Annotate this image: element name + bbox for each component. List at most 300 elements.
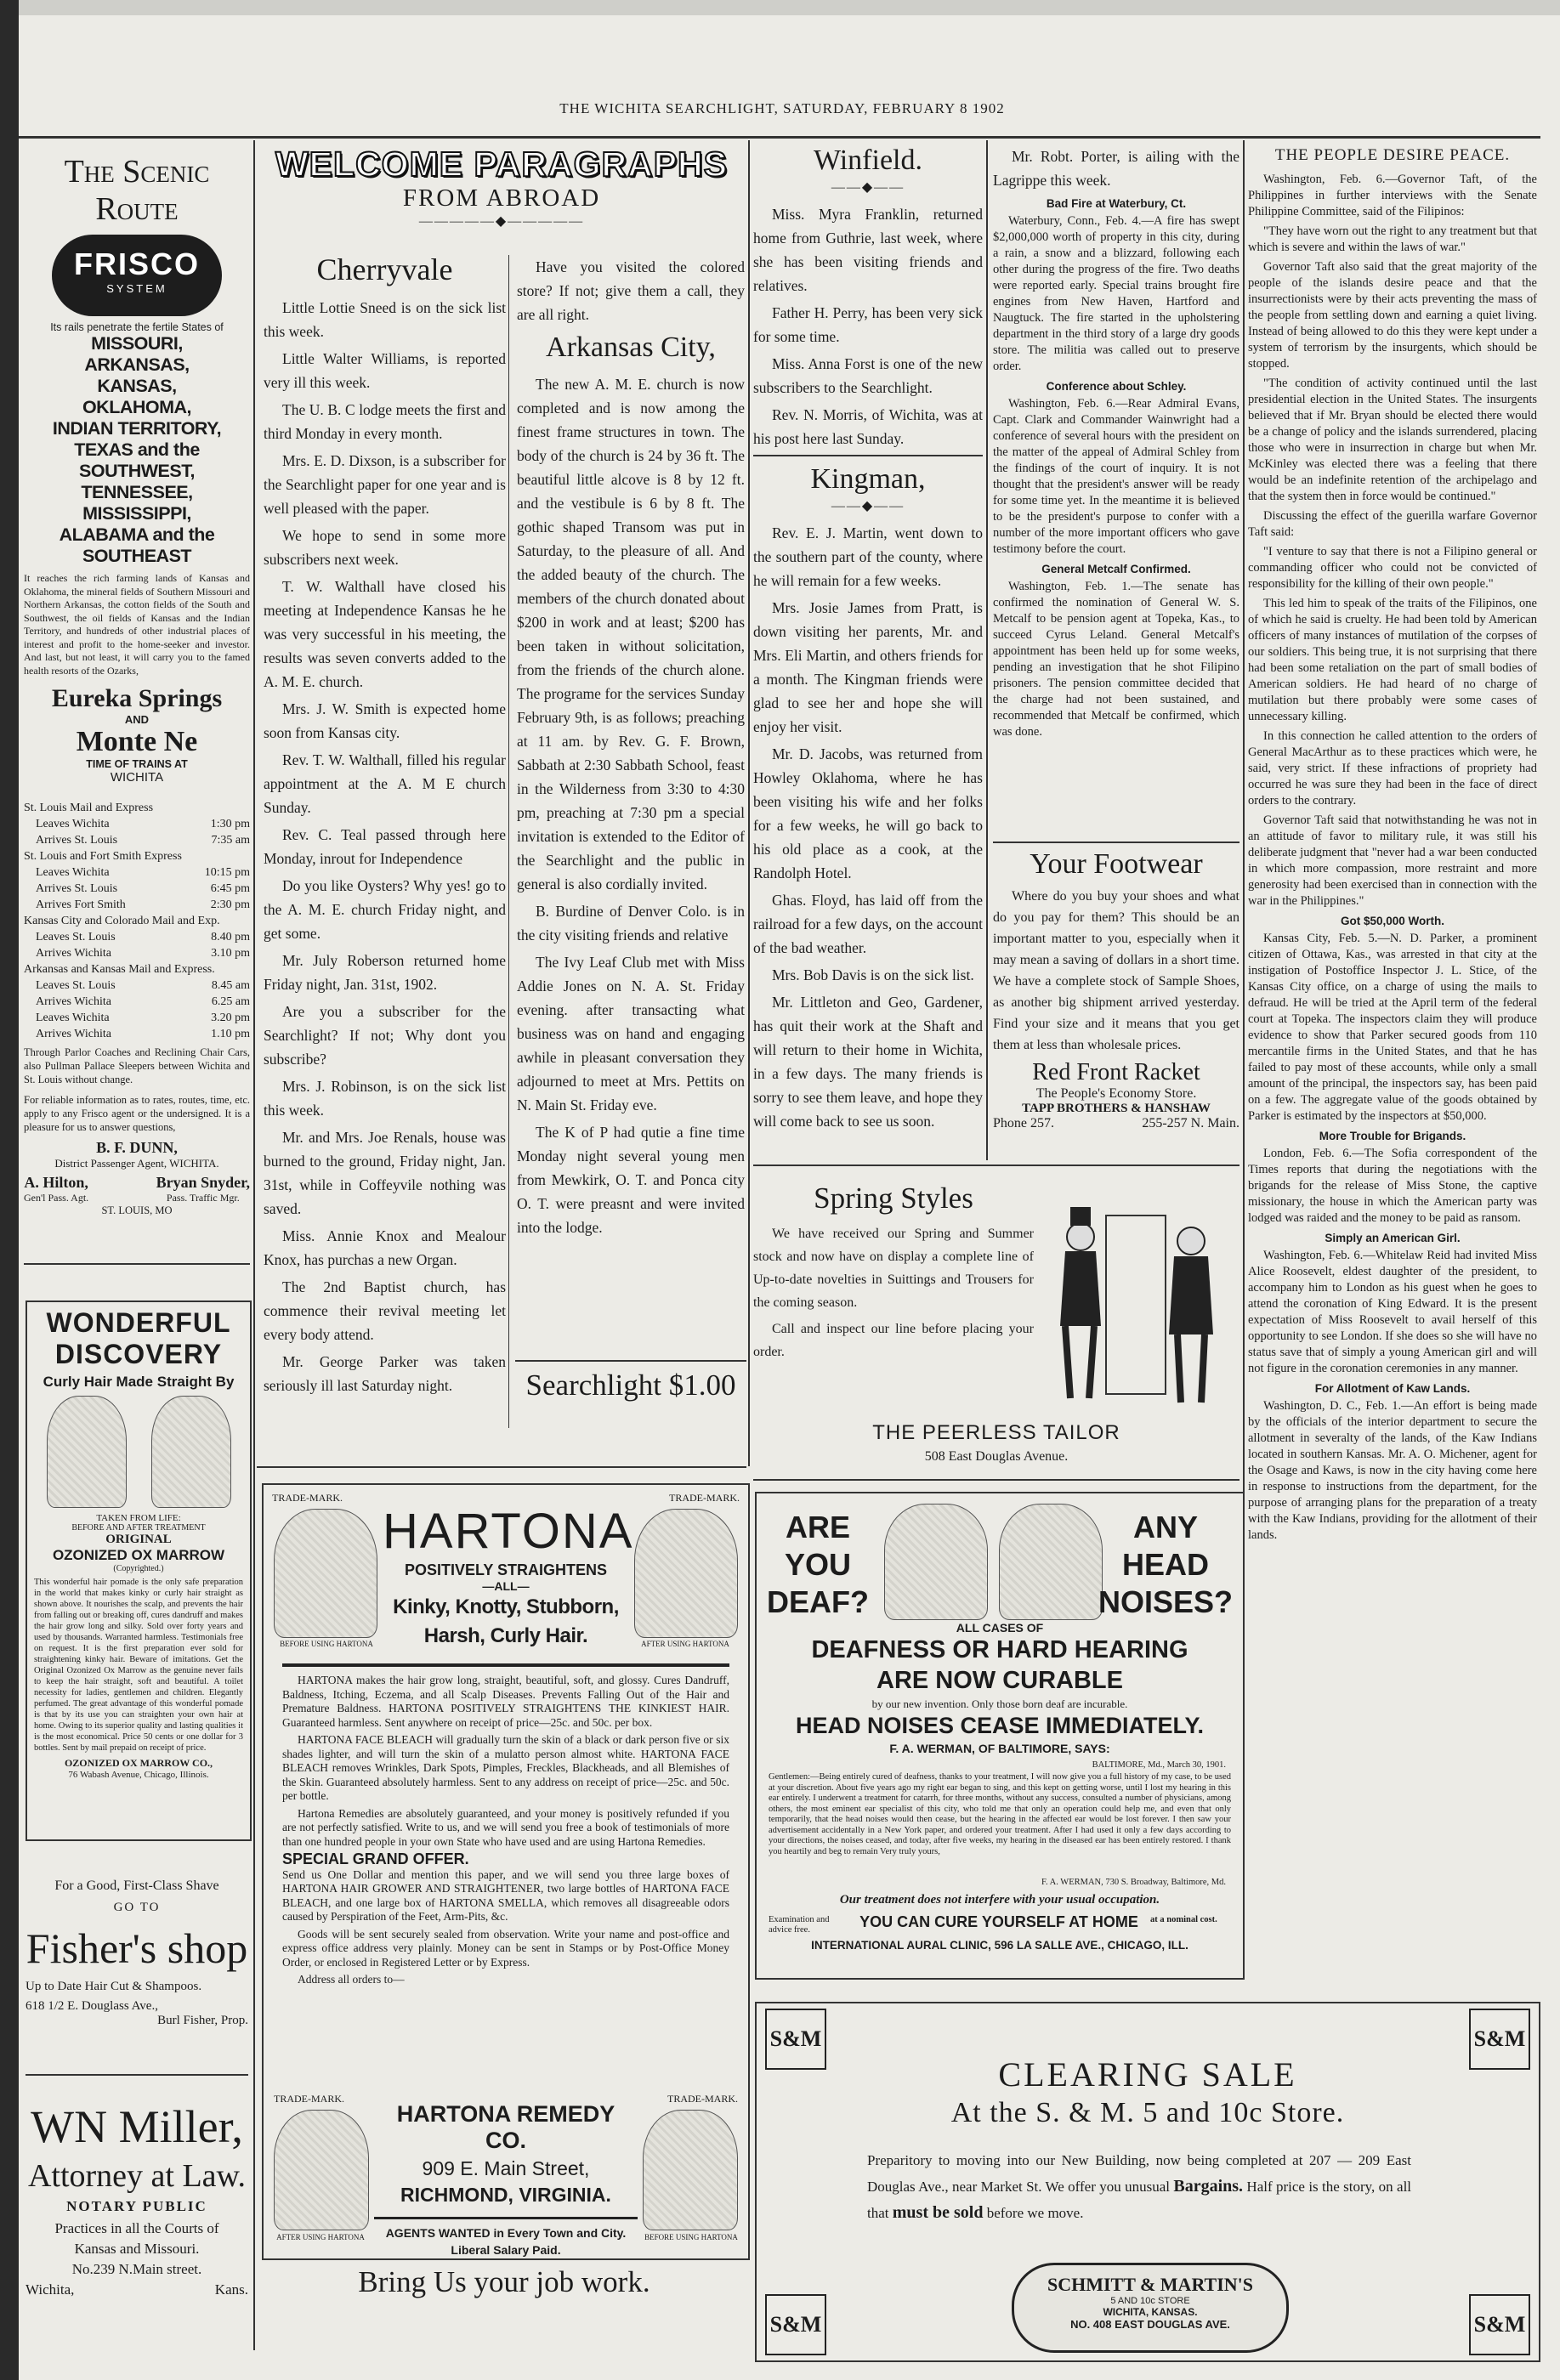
miller-city-line	[26, 2281, 248, 2298]
miller-address: No.239 N.Main street.	[71, 2261, 202, 2277]
clearing-sale-ad	[755, 2002, 1540, 2362]
cherryvale-heading: Cherryvale	[316, 252, 453, 286]
deaf-any: ANY	[1132, 1510, 1198, 1544]
fire-item: Waterbury, Conn., Feb. 4.—A fire has swept $2,000,000 worth of property in this city, during a rain, a snow and a blizzard, following each other during the progress of the fire. Two deaths were reported early. Special trains brought fire engines from New Haven, Hartford and Naugtuck. The fire started in the upholstering department in the third story of a large dry goods store. The militia was called out to preserve order.	[993, 214, 1239, 373]
news-paragraph: Mr. and Mrs. Joe Renals, house was burned to the ground, Friday night, Jan. 31st, while in Coffeyvile nothing was saved.	[264, 1129, 506, 1217]
hartona-trademark-bottom-right: TRADE-MARK.	[667, 2093, 738, 2105]
news-paragraph: Mrs. E. D. Dixson, is a subscriber for the Searchlight paper for one year and is well pleased with the paper.	[264, 452, 506, 517]
deaf-you: YOU	[784, 1547, 851, 1582]
miller-notary: NOTARY PUBLIC	[66, 2198, 207, 2214]
frisco-schedule	[24, 800, 250, 1042]
deaf-signature: F. A. WERMAN, 730 S. Broadway, Baltimore, Md.	[1041, 1878, 1226, 1887]
schedule-row	[24, 978, 250, 994]
porter-item: Mr. Robt. Porter, is ailing with the Lagrippe this week.	[993, 148, 1239, 189]
frisco-city: WICHITA	[110, 770, 164, 785]
news-paragraph: Mr. July Roberson returned home Friday night, Jan. 31st, 1902.	[264, 952, 506, 993]
news-paragraph: Are you a subscriber for the Searchlight? If not; Why dont you subscribe?	[264, 1003, 506, 1068]
schedule-label: Kansas City and Colorado Mail and Exp.	[24, 915, 220, 927]
frisco-time-of-trains: TIME OF TRAINS AT	[86, 758, 188, 770]
news-paragraph: T. W. Walthall have closed his meeting at Independence Kansas he he was very successful in his meeting, the results was seven converts added to the A. M. E. church.	[264, 578, 506, 690]
news-paragraph: The K of P had qutie a fine time Monday night several young men from Mewkirk, O. T. and Ponca city O. T. were preasnt and were invited into the lodge.	[517, 1124, 745, 1236]
tailor-figures-icon	[1047, 1198, 1225, 1411]
brigands-item: London, Feb. 6.—The Sofia correspondent of the Times reports that during the negotiations with the brigands for the release of Miss Stone, the captive missionary, the house in which the American party was lodged was raided and the money to be paid as ransom.	[1248, 1147, 1537, 1225]
hartona-city: RICHMOND, VIRGINIA.	[400, 2184, 611, 2206]
schmitt-martin-logo	[1012, 2263, 1289, 2353]
hartona-trademark-right: TRADE-MARK.	[669, 1492, 740, 1504]
tailor-illustration	[1047, 1198, 1225, 1411]
before-portrait-illustration	[47, 1396, 127, 1508]
deaf-werman: F. A. WERMAN, OF BALTIMORE, SAYS:	[889, 1742, 1110, 1755]
schedule-row	[24, 913, 250, 929]
schedule-row	[24, 832, 250, 848]
news-paragraph: Mr. Littleton and Geo, Gardener, has quit their work at the Shaft and will return to their home in Wichita, in a few days. The many friends is sorry to see them leave, and hope they will come back to see us soon.	[753, 994, 983, 1130]
news-paragraph: Governor Taft said that notwithstanding he was not in an attitude of favor to military rule, it was still his deliberate judgment that "never had a war been conducted in which more compassion, more restraint and more generosity had been exercised than in connection with the war in the Philippines."	[1248, 813, 1537, 908]
clearing-body3: before we move.	[986, 2205, 1084, 2221]
ornament-divider: —————◆—————	[418, 214, 585, 229]
wonderful-before-after: BEFORE AND AFTER TREATMENT	[71, 1523, 206, 1533]
frisco-state: ALABAMA and the	[59, 524, 215, 545]
news-paragraph: Discussing the effect of the guerilla warfare Governor Taft said:	[1248, 509, 1537, 539]
schedule-label: Arrives St. Louis	[36, 834, 118, 847]
frisco-body: It reaches the rich farming lands of Kansas and Oklahoma, the mineral fields of Southern Missouri and Northern Arkansas, the cotton fields of the South and Southwest, the oil fields of Kansas and the Indian Territory, and hundreds of other industrial places of interest and profit to the home-seeker and investor. And last, but not least, it will carry you to the famed health resorts of the Ozarks,	[24, 572, 250, 677]
frisco-state: OKLAHOMA,	[82, 397, 192, 417]
welcome-subtitle: FROM ABROAD	[402, 184, 601, 212]
frisco-state: SOUTHWEST,	[79, 461, 195, 481]
news-paragraph: Do you like Oysters? Why yes! go to the A. M. E. church Friday night, and get some.	[264, 877, 506, 942]
frisco-state: MISSISSIPPI,	[82, 503, 191, 524]
hartona-title-block	[383, 1502, 634, 1651]
hartona-offer-head: SPECIAL GRAND OFFER.	[282, 1850, 469, 1867]
hartona-after-illustration	[634, 1509, 738, 1638]
column-rule	[748, 140, 750, 1466]
news-paragraph: Rev. T. W. Walthall, filled his regular appointment at the A. M E church Sunday.	[264, 751, 506, 816]
schedule-time: 6.25 am	[211, 995, 250, 1008]
schedule-label: Leaves Wichita	[36, 866, 110, 879]
schedule-label: Leaves Wichita	[36, 818, 110, 830]
schedule-time: 3.10 pm	[211, 947, 250, 960]
schedule-label: St. Louis Mail and Express	[24, 802, 154, 814]
fisher-line1: For a Good, First-Class Shave	[54, 1878, 219, 1893]
spring-body: We have received our Spring and Summer stock and now have on display a complete line of Up-to-date novelties in Suittings and Trousers for the coming season.	[753, 1227, 1034, 1310]
schedule-row	[24, 945, 250, 961]
news-paragraph: B. Burdine of Denver Colo. is in the city visiting friends and relative	[517, 903, 745, 944]
peace-column	[1248, 146, 1537, 1974]
frisco-state: SOUTHEAST	[82, 546, 192, 566]
welcome-header	[257, 144, 746, 238]
footwear-ad	[993, 848, 1239, 1154]
schedule-label: Leaves Wichita	[36, 1012, 110, 1024]
frisco-info: For reliable information as to rates, routes, time, etc. apply to any Frisco agent or the undersigned. It is a pleasure for us to answer questions,	[24, 1094, 250, 1133]
footwear-body: Where do you buy your shoes and what do you pay for them? This should be an important matter to you, especially when it may mean a saving of dollars in a short time. We have a complete stock of Sample Shoes, as another big shipment arrived yesterday. Find your size and it means that you get them at less than wholesale prices.	[993, 889, 1239, 1052]
frisco-eureka: Eureka Springs	[51, 684, 223, 712]
deaf-nominal: at a nominal cost.	[1150, 1915, 1217, 1924]
frisco-agent-title: District Passenger Agent, WICHITA.	[54, 1157, 219, 1170]
frisco-state: KANSAS,	[97, 376, 177, 396]
schedule-row	[24, 848, 250, 864]
frisco-logo-top: FRISCO	[73, 246, 200, 281]
hartona-offer: Send us One Dollar and mention this paper, and we will send you three large boxes of HARTONA HAIR GROWER AND STRAIGHTENER, two large bottles of HARTONA FACE BLEACH, and one large box of HARTONA SMELLA, which removes all disagreeable odors caused by Perspiration of the Feet, Arm-Pits, &c.	[282, 1867, 729, 1923]
wonderful-taken: TAKEN FROM LIFE:	[96, 1513, 181, 1523]
frisco-state: TEXAS and the	[74, 439, 200, 460]
deaf-man-illustration	[884, 1504, 988, 1620]
hartona-body2: HARTONA FACE BLEACH will gradually turn the skin of a black or dark person five or six shades lighter, and will turn the skin of a mulatto person almost white. HARTONA FACE BLEACH removes Wrinkles, Dark Spots, Pimples, Freckles, Blackheads, and all Blemishes of the Skin. Guaranteed absolutely harmless. Sent to any address on receipt of price—25c. and 50c. per bottle.	[282, 1733, 729, 1802]
frisco-left-title: Gen'l Pass. Agt.	[24, 1192, 89, 1204]
miller-state: Kans.	[214, 2281, 248, 2298]
girl-item: Washington, Feb. 6.—Whitelaw Reid had invited Miss Alice Roosevelt, eldest daughter of the president, to accompany him to London as his guest when he goes to attend the coronation of King Edward. It is the present expectation of Miss Roosevelt to avail herself of this opportunity to see London. If she does so she will have no status save that of simply a young American girl and will not figure in the coronation ceremonies in any manner.	[1248, 1249, 1537, 1375]
peace-items	[1248, 172, 1537, 910]
frisco-agent-name: B. F. DUNN,	[96, 1139, 178, 1156]
arkansas-column	[517, 255, 745, 1428]
schley-headline: Conference about Schley.	[1046, 380, 1187, 393]
schedule-time: 1:30 pm	[210, 818, 250, 830]
footwear-contact	[993, 1116, 1239, 1131]
schedule-label: Arrives Wichita	[36, 947, 111, 960]
masthead-rule	[19, 136, 1540, 139]
schedule-row	[24, 929, 250, 945]
frisco-left-name: A. Hilton,	[24, 1174, 88, 1191]
schedule-time: 2:30 pm	[210, 898, 250, 911]
schedule-time: 3.20 pm	[211, 1012, 250, 1024]
deaf-cease: HEAD NOISES CEASE IMMEDIATELY.	[795, 1713, 1205, 1738]
spring-text	[753, 1182, 1034, 1367]
deaf-deaf: DEAF?	[767, 1584, 869, 1619]
frisco-footer-city: ST. LOUIS, MO	[101, 1204, 173, 1216]
deaf-all-cases: ALL CASES OF	[956, 1621, 1044, 1635]
schedule-row	[24, 800, 250, 816]
news-column	[993, 144, 1239, 842]
footwear-address: 255-257 N. Main.	[1142, 1116, 1239, 1130]
frisco-monte: Monte Ne	[76, 726, 198, 757]
schedule-row	[24, 994, 250, 1010]
frisco-state: MISSOURI,	[91, 333, 183, 354]
deaf-noises: NOISES?	[1098, 1584, 1233, 1619]
clearing-must-be-sold: must be sold	[892, 2203, 984, 2222]
section-rule	[993, 842, 1239, 843]
frisco-advertisement	[24, 153, 250, 1250]
hartona-after-caption-2: AFTER USING HARTONA	[276, 2233, 365, 2241]
footwear-heading: Your Footwear	[1030, 848, 1203, 880]
arkansas-heading: Arkansas City,	[546, 332, 716, 363]
schedule-label: Leaves St. Louis	[36, 931, 116, 944]
frisco-states-list	[24, 333, 250, 567]
frisco-right-name: Bryan Snyder,	[156, 1174, 250, 1191]
kaw-item: Washington, D. C., Feb. 1.—An effort is being made by the officials of the interior department to secure the allotment in severalty of the lands, of the Kaw Indians located in southern Kansas. Mr. A. O. Michener, agent for the Osage and Kaws, is now in the city having come here in response to instructions from the department, for the purpose of arranging plans for the preparation of a treaty with the Kaw Indians, providing for the allotment of their lands.	[1248, 1399, 1537, 1542]
hartona-body	[282, 1670, 729, 1989]
section-rule	[26, 2074, 248, 2076]
girl-headline: Simply an American Girl.	[1325, 1232, 1461, 1244]
masthead: THE WICHITA SEARCHLIGHT, SATURDAY, FEBRUARY 8 1902	[559, 100, 1005, 116]
deaf-letter: Gentlemen:—Being entirely cured of deafness, thanks to your treatment, I will now give you a full history of my case, to be used at your discretion. About five years ago my right ear began to sing, and this kept on getting worse, until I lost my hearing in this ear entirely. I underwent a treatment for catarrh, for three months, without any success, consulted a number of physicians, among others, the most eminent ear specialist of this city, who told me that only an operation could help me, and even that only temporarily, that the head noises would then cease, but the hearing in the affected ear would be lost forever. I then saw your advertisement accidentally in a New York paper, and ordered your treatment. After I had used it only a few days according to your directions, the noises ceased, and today, after five weeks, my hearing in the diseased ear has been entirely restored. I thank you heartily and beg to remain Very truly yours,	[769, 1772, 1231, 1856]
searchlight-ad	[515, 1368, 746, 1420]
schedule-row	[24, 897, 250, 913]
welcome-title: WELCOME PARAGRAPHS	[275, 144, 729, 184]
fisher-owner: Burl Fisher, Prop.	[157, 2014, 248, 2027]
frisco-and: AND	[124, 713, 150, 726]
hartona-body1: HARTONA makes the hair grow long, straight, beautiful, soft, and glossy. Cures Dandruff, Baldness, Itching, Eczema, and all Scalp Diseases. Prevents Falling Out of the Hair and Premature Baldness. HARTONA POSITIVELY STRAIGHTENS THE KINKIEST HAIR. Guaranteed harmless. Sent anywhere on receipt of price—25c. and 50c. per box.	[282, 1674, 729, 1729]
kingman-items	[753, 521, 983, 1133]
hartona-body3: Hartona Remedies are absolutely guaranteed, and your money is positively refunded if you are not perfectly satisfied. Write to us, and we will send you free a book of testimonials of more than one hundred people in your own State who have used and are using Hartona Remedies.	[282, 1806, 729, 1848]
news-paragraph: The new A. M. E. church is now completed and is now among the finest frame structures in town. The body of the church is 24 by 36 ft. The beautiful little alcove is 8 by 12 ft. and the vestibule is 6 by 8 ft. The gothic shaped Transom was put in Saturday, to the pleasure of all. And the added beauty of the church. The members of the church donated about $200 in work and at least; $200 has been taken in without solicitation, from the friends of the church alone. The programe for the services Sunday February 9th, is as follows; preaching at 11 am. by Rev. G. F. Brown, Sabbath at 2:30 Sabbath School, feast in the Wilderness from 3:30 to 4:30 pm, preaching at 7:30 pm a special invitation is extended to the Editor of the Searchlight and the public in general is also cordially invited.	[517, 376, 745, 892]
winfield-column	[753, 144, 983, 450]
frisco-officials	[24, 1174, 250, 1204]
deaf-letter-date: BALTIMORE, Md., March 30, 1901.	[1092, 1760, 1226, 1770]
hartona-company-block	[374, 2101, 638, 2258]
news-paragraph: Father H. Perry, has been very sick for some time.	[753, 304, 983, 345]
job-work-text: Bring Us your job work.	[358, 2265, 650, 2298]
fisher-name: Fisher's shop	[26, 1924, 248, 1972]
section-rule	[753, 1164, 1239, 1166]
frisco-right-title: Pass. Traffic Mgr.	[166, 1192, 240, 1204]
column-rule	[508, 255, 509, 1428]
news-paragraph: Mr. George Parker was taken seriously ill last Saturday night.	[264, 1353, 506, 1394]
ornament-divider: ——◆——	[831, 499, 905, 513]
news-paragraph: "The condition of activity continued until the last presidential election in the United States. The insurgents believed that if Mr. Bryan should be elected there would be a change of policy and the islands surrendered, placing those who were in insurrection in charge but when Mr. McKinley was elected there was a feeling that there would be an indefinite retention of the archipelago and that the system then in force would be continued."	[1248, 377, 1537, 503]
news-paragraph: Miss. Annie Knox and Mealour Knox, has purchas a new Organ.	[264, 1227, 506, 1268]
monogram-top-right: S&M	[1469, 2009, 1530, 2070]
hartona-rule	[282, 1663, 729, 1667]
parker-headline: Got $50,000 Worth.	[1340, 915, 1445, 927]
hartona-trademark-bottom-left: TRADE-MARK.	[274, 2093, 344, 2105]
deaf-deafness: DEAFNESS OR HARD HEARING	[811, 1636, 1188, 1663]
hartona-tagline: POSITIVELY STRAIGHTENS	[404, 1561, 608, 1578]
news-paragraph: Mrs. J. Robinson, is on the sick list this week.	[264, 1078, 506, 1119]
clearing-heading: CLEARING SALE	[998, 2055, 1297, 2094]
column-rule	[253, 140, 255, 2350]
column-rule	[986, 140, 988, 1160]
schedule-label: Arrives Fort Smith	[36, 898, 126, 911]
wonderful-tagline: Curly Hair Made Straight By	[43, 1374, 235, 1390]
news-paragraph: Little Walter Williams, is reported very ill this week.	[264, 350, 506, 391]
fisher-shop-ad	[26, 1878, 248, 2057]
kingman-column	[753, 463, 983, 1160]
arkansas-intro: Have you visited the colored store? If not; give them a call, they are all right.	[517, 258, 745, 323]
schedule-time: 1.10 pm	[211, 1028, 250, 1040]
clearing-body	[867, 2148, 1411, 2226]
deaf-cure-home: YOU CAN CURE YOURSELF AT HOME	[859, 1913, 1138, 1930]
news-paragraph: Governor Taft also said that the great majority of the people of the islands desire peace and that the insurrectionists were by their acts preventing the mass of the people from settling down and earning a quiet living. Instead of being allowed to do this they were kept under a system of terrorism by the insurgents, which should be stopped.	[1248, 260, 1537, 371]
spring-tailor: THE PEERLESS TAILOR	[872, 1421, 1120, 1444]
frisco-state: ARKANSAS,	[84, 354, 190, 375]
clearing-sub: 5 AND 10c STORE	[1110, 2296, 1190, 2306]
hartona-after-illustration-2	[274, 2110, 369, 2230]
news-paragraph: Rev. E. J. Martin, went down to the southern part of the county, where he will remain for a few weeks.	[753, 524, 983, 589]
deaf-woman-illustration	[999, 1504, 1103, 1620]
brigands-headline: More Trouble for Brigands.	[1319, 1130, 1466, 1142]
deaf-ad	[755, 1492, 1245, 1980]
wonderful-body: This wonderful hair pomade is the only safe preparation in the world that makes kinky or curly hair straight as shown above. It nourishes the scalp, and prevents the hair from falling out or breaking off, cures dandruff and makes the hair grow long and silky. Sold over forty years and used by thousands. Warranted harmless. Testimonials free on request. It is the first preparation ever sold for straightening kinky hair. Beware of imitations. Get the Original Ozonized Ox Marrow as the genuine never fails to keep the hair straight, soft and beautiful. A toilet necessity for ladies, gentlemen and children. Elegantly perfumed. The great advantage of this wonderful pomade is that by its use you can straighten your own hair at home. Owing to its superior quality and lasting qualities it is the most economical. Price 50 cents or one dollar for 3 bottles. Sent by mail prepaid on receipt of price.	[34, 1578, 243, 1753]
metcalf-item: Washington, Feb. 1.—The senate has confirmed the nomination of General W. S. Metcalf to be pension agent at Topeka, Kas., to succeed Cyrus Leland. General Metcalf's appointment has been held up for some weeks, pending an investigation that he shot Filipino prisoners. The pension committee decided that the charge had not been sustained, and recommended that Metcalf be confirmed, which was done.	[993, 580, 1239, 739]
hartona-agents: AGENTS WANTED in Every Town and City. Liberal Salary Paid.	[385, 2226, 627, 2257]
news-paragraph: The 2nd Baptist church, has commence their revival meeting let every body attend.	[264, 1278, 506, 1343]
schedule-time: 10:15 pm	[204, 866, 250, 879]
metcalf-headline: General Metcalf Confirmed.	[1041, 563, 1191, 575]
wonderful-product: OZONIZED OX MARROW	[52, 1547, 225, 1563]
fire-headline: Bad Fire at Waterbury, Ct.	[1046, 197, 1187, 210]
deaf-are: ARE	[785, 1510, 850, 1544]
schedule-row	[24, 961, 250, 978]
cherryvale-column	[264, 246, 506, 1432]
wonderful-discovery-ad	[26, 1300, 252, 1841]
deaf-tagline: Our treatment does not interfere with your usual occupation.	[839, 1893, 1160, 1907]
deaf-head: HEAD	[1121, 1547, 1209, 1582]
schedule-row	[24, 1010, 250, 1026]
schedule-label: Leaves St. Louis	[36, 979, 116, 992]
miller-attorney-ad	[26, 2100, 248, 2363]
schley-item: Washington, Feb. 6.—Rear Admiral Evans, Capt. Clark and Commander Wainwright had a conference of several hours with the president on the matter of the appeal of Admiral Schley from the findings of the court of inquiry. It is not thought that the president's answer will be ready for some time yet. In the meantime it is believed to be the president's purpose to confer with a number of the more important officers who gave testimony before the court.	[993, 397, 1239, 556]
miller-city: Wichita,	[26, 2281, 75, 2298]
scan-border-top	[0, 0, 1560, 15]
kingman-heading: Kingman,	[810, 463, 926, 495]
schedule-label: Arrives Wichita	[36, 1028, 111, 1040]
deaf-right-block	[1098, 1509, 1233, 1621]
news-paragraph: Miss. Myra Franklin, returned home from Guthrie, last week, where she has been visiting friends and relatives.	[753, 206, 983, 294]
news-paragraph: "They have worn out the right to any treatment but that which is severe and within the laws of war."	[1248, 224, 1537, 254]
frisco-logo-bottom: SYSTEM	[106, 282, 167, 295]
news-paragraph: Rev. N. Morris, of Wichita, was at his post here last Sunday.	[753, 406, 983, 447]
wonderful-title1: WONDERFUL	[46, 1307, 231, 1338]
winfield-items	[753, 202, 983, 450]
miller-title: Attorney at Law.	[27, 2158, 247, 2194]
miller-line1: Practices in all the Courts of	[54, 2220, 219, 2236]
news-paragraph: We hope to send in some more subscribers next week.	[264, 527, 506, 568]
section-rule	[753, 1479, 1239, 1481]
monogram-bottom-left: S&M	[765, 2294, 826, 2355]
frisco-official-left	[24, 1174, 88, 1204]
wonderful-copyrighted: (Copyrighted.)	[113, 1564, 164, 1573]
frisco-state: INDIAN TERRITORY,	[52, 418, 222, 439]
footwear-owners: TAPP BROTHERS & HANSHAW	[1022, 1102, 1211, 1115]
spring-address: 508 East Douglas Avenue.	[924, 1449, 1069, 1464]
hartona-before-illustration-2	[643, 2110, 738, 2230]
clearing-owners: SCHMITT & MARTIN'S	[1047, 2274, 1254, 2295]
job-work-ad	[262, 2265, 746, 2316]
news-paragraph: Mrs. J. W. Smith is expected home soon from Kansas city.	[264, 700, 506, 741]
monogram-top-left: S&M	[765, 2009, 826, 2070]
frisco-official-right	[156, 1174, 250, 1204]
frisco-logo	[52, 235, 222, 316]
section-rule	[515, 1360, 746, 1362]
after-portrait-illustration	[151, 1396, 231, 1508]
arkansas-items	[517, 372, 745, 1239]
winfield-heading: Winfield.	[814, 144, 922, 176]
hartona-before-illustration	[274, 1509, 377, 1638]
clearing-address: NO. 408 EAST DOUGLAS AVE.	[1070, 2318, 1230, 2331]
news-paragraph: The U. B. C lodge meets the first and third Monday in every month.	[264, 401, 506, 442]
spring-heading: Spring Styles	[814, 1182, 973, 1215]
ornament-divider: ——◆——	[831, 180, 905, 195]
deaf-invention: by our new invention. Only those born deaf are incurable.	[871, 1697, 1128, 1710]
news-paragraph: This led him to speak of the traits of the Filipinos, one of which he said is cruelty. He had been told by American officers of many instances of mutilation of the corpses of our soldiers. This being true, it is not surprising that there had been some retaliation on the part of small bodies of American soldiers. He had heard of no charge of mutilation but there probably were some cases of unnecessary killing.	[1248, 597, 1537, 723]
schedule-label: Arrives St. Louis	[36, 882, 118, 895]
schedule-row	[24, 1026, 250, 1042]
wonderful-title2: DISCOVERY	[54, 1339, 223, 1369]
frisco-through: Through Parlor Coaches and Reclining Chair Cars, also Pullman Pallace Sleepers between Wichita and St. Louis without change.	[24, 1046, 250, 1085]
miller-name: WN Miller,	[31, 2101, 243, 2152]
wonderful-address1: OZONIZED OX MARROW CO.,	[64, 1757, 213, 1769]
frisco-intro: Its rails penetrate the fertile States of	[50, 321, 224, 333]
schedule-label: Arkansas and Kansas Mail and Express.	[24, 963, 215, 976]
spring-styles-ad	[753, 1182, 1239, 1470]
news-paragraph: Washington, Feb. 6.—Governor Taft, of the Philippines in further interviews with the Senate Philippine Committee, said of the Filipinos:	[1248, 173, 1537, 218]
clearing-bargains: Bargains.	[1173, 2177, 1244, 2196]
hartona-types2: Harsh, Curly Hair.	[423, 1624, 588, 1647]
hartona-types1: Kinky, Knotty, Stubborn,	[393, 1595, 619, 1618]
hartona-ad	[262, 1483, 750, 2260]
news-paragraph: Miss. Anna Forst is one of the new subscribers to the Searchlight.	[753, 355, 983, 396]
schedule-row	[24, 881, 250, 897]
schedule-label: Arrives Wichita	[36, 995, 111, 1008]
hartona-trademark-left: TRADE-MARK.	[272, 1492, 343, 1504]
miller-line2: Kansas and Missouri.	[74, 2241, 200, 2257]
section-rule	[24, 1263, 250, 1265]
deaf-exam: Examination and advice free.	[769, 1915, 830, 1935]
news-paragraph: Rev. C. Teal passed through here Monday, inrout for Independence	[264, 826, 506, 867]
hartona-company: HARTONA REMEDY CO.	[396, 2101, 615, 2153]
parker-item: Kansas City, Feb. 5.—N. D. Parker, a prominent citizen of Ottawa, Kas., was arrested in that city at the instigation of Postoffice Inspector J. L. Stice, of the Kansas City office, on a charge of using the mails to defraud. He will be tried at the April term of the federal court at Topeka. The inspectors claim they will produce evidence to show that Parker secured goods from 110 mercantile firms in the United States, and that he has failed to pay most of these accounts, while only a small amount of the principal, the inspectors say, has been paid on a few. The aggregate value of the goods obtained by Parker is estimated by the inspectors at $50,000.	[1248, 932, 1537, 1123]
scan-border-left	[0, 0, 19, 2380]
footwear-phone: Phone 257.	[993, 1116, 1054, 1130]
deaf-left-block	[767, 1509, 869, 1621]
news-paragraph: In this connection he called attention to the orders of General MacArthur as to these practices which were, he said, very strict. If these infractions of propriety had occurred he was sure they had been in the face of direct orders to the contrary.	[1248, 729, 1537, 808]
schedule-time: 7:35 am	[211, 834, 250, 847]
section-rule	[753, 455, 983, 456]
hartona-goods: Goods will be sent securely sealed from observation. Write your name and post-office and express office address very plainly. Money can be sent in Stamps or by Post-Office Money Order, or enclosed in Registered Letter or by Express.	[282, 1927, 729, 1969]
schedule-row	[24, 864, 250, 881]
hartona-name: HARTONA	[383, 1504, 634, 1559]
searchlight-price: Searchlight $1.00	[525, 1368, 736, 1402]
wonderful-original: ORIGINAL	[105, 1533, 172, 1546]
news-paragraph: Ghas. Floyd, has laid off from the railroad for a few days, on the account of the bad weather.	[753, 892, 983, 956]
frisco-state: TENNESSEE,	[81, 482, 193, 502]
deaf-curable: ARE NOW CURABLE	[876, 1667, 1123, 1694]
schedule-time: 8.40 pm	[211, 931, 250, 944]
footwear-tagline: The People's Economy Store.	[1035, 1086, 1197, 1101]
fisher-line3: Up to Date Hair Cut & Shampoos.	[26, 1980, 202, 1993]
spring-call: Call and inspect our line before placing your order.	[753, 1322, 1034, 1359]
wonderful-portraits	[34, 1396, 243, 1508]
clearing-body1: Preparitory to moving into our New Building, now being completed at 207 — 209 East Douglas Ave., near Market St. We offer you unusual	[867, 2152, 1411, 2195]
news-paragraph: Mr. D. Jacobs, was returned from Howley Oklahoma, where he has been visiting his wife and her folks for a few weeks, he will go back to his old place as a cook, at the Randolph Hotel.	[753, 745, 983, 881]
schedule-label: St. Louis and Fort Smith Express	[24, 850, 182, 863]
footwear-store: Red Front Racket	[1032, 1059, 1200, 1085]
hartona-street: 909 E. Main Street,	[422, 2157, 590, 2179]
monogram-bottom-right: S&M	[1469, 2294, 1530, 2355]
frisco-title: The Scenic Route	[64, 154, 210, 227]
news-paragraph: Little Lottie Sneed is on the sick list this week.	[264, 299, 506, 340]
hartona-after-caption: AFTER USING HARTONA	[641, 1640, 729, 1648]
hartona-all: —ALL—	[482, 1579, 530, 1593]
fisher-line2: GO TO	[113, 1901, 161, 1914]
schedule-time: 8.45 am	[211, 979, 250, 992]
hartona-address-all: Address all orders to—	[298, 1973, 405, 1986]
hartona-before-caption: BEFORE USING HARTONA	[280, 1640, 373, 1648]
news-paragraph: Mrs. Bob Davis is on the sick list.	[772, 966, 974, 983]
clearing-store: At the S. & M. 5 and 10c Store.	[950, 2097, 1345, 2128]
news-paragraph: The Ivy Leaf Club met with Miss Addie Jones on N. A. St. Friday evening. after transacting what business was on hand and engaging awhile in pleasant conversation they adjourned to meet at Mrs. Pettits on N. Main St. Friday eve.	[517, 954, 745, 1114]
schedule-time: 6:45 pm	[210, 882, 250, 895]
news-paragraph: "I venture to say that there is not a Filipino general or commanding officer who could not be convicted of responsibility for the killing of their own people."	[1248, 545, 1537, 591]
news-paragraph: Mrs. Josie James from Pratt, is down visiting her parents, Mr. and Mrs. Eli Martin, and others friends for a month. The Kingman friends were glad to see her and hope she will enjoy her visit.	[753, 599, 983, 735]
clearing-body2: Half price is the story, on all that	[867, 2179, 1412, 2221]
clearing-city: WICHITA, KANSAS.	[1103, 2306, 1198, 2318]
hartona-before-caption-2: BEFORE USING HARTONA	[644, 2233, 738, 2241]
hartona-rule-bottom	[374, 2217, 638, 2219]
peace-heading: THE PEOPLE DESIRE PEACE.	[1274, 146, 1511, 164]
cherryvale-items	[264, 296, 506, 1397]
schedule-row	[24, 816, 250, 832]
fisher-address: 618 1/2 E. Douglass Ave.,	[26, 1999, 158, 2013]
section-rule	[257, 1466, 746, 1468]
